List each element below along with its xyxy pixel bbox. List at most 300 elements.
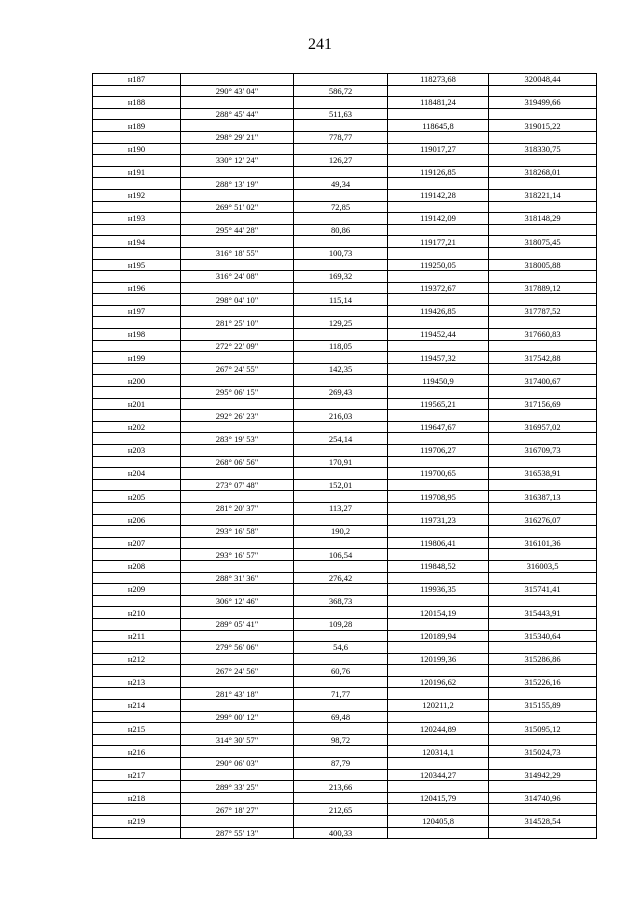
bearing-cell: 288° 45' 44" [181, 108, 294, 120]
distance-cell: 115,14 [294, 294, 388, 306]
coord-x-cell: 118481,24 [388, 97, 489, 109]
coord-y-cell: 315226,16 [489, 676, 597, 688]
segment-row [93, 827, 597, 839]
distance-cell: 80,86 [294, 224, 388, 236]
empty-cell [388, 711, 489, 723]
empty-cell [294, 468, 388, 480]
bearing-cell: 330° 12' 24" [181, 155, 294, 167]
distance-cell: 98,72 [294, 734, 388, 746]
point-name-cell: н197 [93, 305, 181, 317]
empty-cell [489, 131, 597, 143]
coord-y-cell: 317889,12 [489, 282, 597, 294]
empty-cell [388, 201, 489, 213]
bearing-cell: 295° 44' 28" [181, 224, 294, 236]
distance-cell: 113,27 [294, 502, 388, 514]
segment-row [93, 131, 597, 143]
empty-cell [489, 479, 597, 491]
empty-cell [294, 305, 388, 317]
empty-cell [294, 792, 388, 804]
empty-cell [93, 317, 181, 329]
coord-x-cell: 119372,67 [388, 282, 489, 294]
coord-x-cell: 120154,19 [388, 607, 489, 619]
empty-cell [181, 305, 294, 317]
coordinates-table [92, 73, 597, 839]
point-name-cell: н217 [93, 769, 181, 781]
point-row [93, 236, 597, 248]
segment-row [93, 549, 597, 561]
distance-cell: 368,73 [294, 595, 388, 607]
distance-cell: 69,48 [294, 711, 388, 723]
point-name-cell: н196 [93, 282, 181, 294]
empty-cell [93, 85, 181, 97]
bearing-cell: 316° 24' 08" [181, 271, 294, 283]
empty-cell [388, 363, 489, 375]
segment-row [93, 618, 597, 630]
point-row [93, 97, 597, 109]
empty-cell [181, 74, 294, 86]
point-row [93, 816, 597, 828]
empty-cell [489, 456, 597, 468]
point-name-cell: н200 [93, 375, 181, 387]
empty-cell [181, 421, 294, 433]
coord-x-cell: 119647,67 [388, 421, 489, 433]
empty-cell [93, 758, 181, 770]
empty-cell [93, 572, 181, 584]
empty-cell [181, 514, 294, 526]
bearing-cell: 272° 22' 09" [181, 340, 294, 352]
empty-cell [93, 642, 181, 654]
point-name-cell: н194 [93, 236, 181, 248]
bearing-cell: 268° 06' 56" [181, 456, 294, 468]
distance-cell: 400,33 [294, 827, 388, 839]
segment-row [93, 410, 597, 422]
empty-cell [181, 97, 294, 109]
segment-row [93, 317, 597, 329]
empty-cell [93, 665, 181, 677]
empty-cell [294, 491, 388, 503]
empty-cell [181, 769, 294, 781]
empty-cell [388, 410, 489, 422]
distance-cell: 276,42 [294, 572, 388, 584]
empty-cell [489, 618, 597, 630]
empty-cell [93, 108, 181, 120]
empty-cell [294, 120, 388, 132]
point-row [93, 189, 597, 201]
point-name-cell: н210 [93, 607, 181, 619]
empty-cell [181, 352, 294, 364]
empty-cell [489, 155, 597, 167]
empty-cell [294, 537, 388, 549]
empty-cell [93, 131, 181, 143]
coord-y-cell: 315095,12 [489, 723, 597, 735]
point-row [93, 74, 597, 86]
coord-x-cell: 120244,89 [388, 723, 489, 735]
coord-x-cell: 120189,94 [388, 630, 489, 642]
coord-x-cell: 119017,27 [388, 143, 489, 155]
point-name-cell: н208 [93, 560, 181, 572]
point-name-cell: н198 [93, 329, 181, 341]
coord-x-cell: 119848,52 [388, 560, 489, 572]
empty-cell [489, 85, 597, 97]
point-name-cell: н215 [93, 723, 181, 735]
distance-cell: 216,03 [294, 410, 388, 422]
empty-cell [388, 758, 489, 770]
segment-row [93, 479, 597, 491]
coord-y-cell: 314740,96 [489, 792, 597, 804]
coord-y-cell: 314528,54 [489, 816, 597, 828]
point-name-cell: н211 [93, 630, 181, 642]
bearing-cell: 298° 04' 10" [181, 294, 294, 306]
distance-cell: 511,63 [294, 108, 388, 120]
segment-row [93, 642, 597, 654]
empty-cell [388, 155, 489, 167]
empty-cell [93, 294, 181, 306]
segment-row [93, 804, 597, 816]
distance-cell: 586,72 [294, 85, 388, 97]
point-row [93, 676, 597, 688]
empty-cell [93, 479, 181, 491]
empty-cell [388, 618, 489, 630]
empty-cell [93, 178, 181, 190]
empty-cell [181, 676, 294, 688]
empty-cell [388, 479, 489, 491]
segment-row [93, 433, 597, 445]
distance-cell: 60,76 [294, 665, 388, 677]
point-name-cell: н188 [93, 97, 181, 109]
distance-cell: 152,01 [294, 479, 388, 491]
empty-cell [181, 398, 294, 410]
distance-cell: 190,2 [294, 526, 388, 538]
empty-cell [388, 781, 489, 793]
point-name-cell: н218 [93, 792, 181, 804]
empty-cell [93, 456, 181, 468]
empty-cell [388, 688, 489, 700]
empty-cell [294, 189, 388, 201]
empty-cell [388, 595, 489, 607]
empty-cell [388, 642, 489, 654]
empty-cell [388, 734, 489, 746]
point-row [93, 607, 597, 619]
point-name-cell: н212 [93, 653, 181, 665]
point-row [93, 213, 597, 225]
coord-x-cell: 120211,2 [388, 700, 489, 712]
empty-cell [181, 120, 294, 132]
segment-row [93, 572, 597, 584]
empty-cell [489, 549, 597, 561]
point-name-cell: н193 [93, 213, 181, 225]
empty-cell [294, 723, 388, 735]
empty-cell [294, 746, 388, 758]
point-row [93, 421, 597, 433]
point-name-cell: н203 [93, 445, 181, 457]
empty-cell [93, 781, 181, 793]
empty-cell [181, 723, 294, 735]
empty-cell [388, 294, 489, 306]
empty-cell [294, 560, 388, 572]
coord-y-cell: 316101,36 [489, 537, 597, 549]
bearing-cell: 290° 43' 04" [181, 85, 294, 97]
point-name-cell: н190 [93, 143, 181, 155]
empty-cell [489, 734, 597, 746]
empty-cell [294, 259, 388, 271]
empty-cell [489, 804, 597, 816]
coord-y-cell: 315741,41 [489, 584, 597, 596]
coord-y-cell: 317156,69 [489, 398, 597, 410]
empty-cell [93, 618, 181, 630]
point-name-cell: н209 [93, 584, 181, 596]
bearing-cell: 316° 18' 55" [181, 247, 294, 259]
bearing-cell: 267° 24' 55" [181, 363, 294, 375]
coord-y-cell: 318005,88 [489, 259, 597, 271]
empty-cell [93, 155, 181, 167]
empty-cell [294, 630, 388, 642]
point-name-cell: н195 [93, 259, 181, 271]
segment-row [93, 155, 597, 167]
point-row [93, 746, 597, 758]
empty-cell [181, 166, 294, 178]
distance-cell: 49,34 [294, 178, 388, 190]
empty-cell [181, 329, 294, 341]
segment-row [93, 85, 597, 97]
empty-cell [181, 445, 294, 457]
segment-row [93, 665, 597, 677]
segment-row [93, 734, 597, 746]
coord-y-cell: 315155,89 [489, 700, 597, 712]
point-row [93, 630, 597, 642]
empty-cell [388, 502, 489, 514]
coordinates-table-body [93, 74, 597, 839]
empty-cell [388, 456, 489, 468]
empty-cell [294, 282, 388, 294]
segment-row [93, 271, 597, 283]
empty-cell [93, 340, 181, 352]
bearing-cell: 281° 25' 10" [181, 317, 294, 329]
distance-cell: 71,77 [294, 688, 388, 700]
distance-cell: 72,85 [294, 201, 388, 213]
empty-cell [181, 700, 294, 712]
empty-cell [388, 433, 489, 445]
coord-x-cell: 119700,65 [388, 468, 489, 480]
empty-cell [489, 410, 597, 422]
bearing-cell: 279° 56' 06" [181, 642, 294, 654]
empty-cell [93, 549, 181, 561]
empty-cell [93, 526, 181, 538]
empty-cell [388, 131, 489, 143]
empty-cell [93, 502, 181, 514]
distance-cell: 142,35 [294, 363, 388, 375]
coord-y-cell: 315286,86 [489, 653, 597, 665]
coord-y-cell: 316003,5 [489, 560, 597, 572]
coord-x-cell: 119706,27 [388, 445, 489, 457]
coord-y-cell: 318075,45 [489, 236, 597, 248]
point-name-cell: н187 [93, 74, 181, 86]
empty-cell [181, 259, 294, 271]
coord-y-cell: 316709,73 [489, 445, 597, 457]
point-name-cell: н202 [93, 421, 181, 433]
point-name-cell: н214 [93, 700, 181, 712]
point-row [93, 329, 597, 341]
empty-cell [294, 166, 388, 178]
segment-row [93, 363, 597, 375]
distance-cell: 118,05 [294, 340, 388, 352]
coord-x-cell: 119177,21 [388, 236, 489, 248]
empty-cell [489, 711, 597, 723]
empty-cell [294, 97, 388, 109]
distance-cell: 269,43 [294, 387, 388, 399]
empty-cell [294, 700, 388, 712]
bearing-cell: 283° 19' 53" [181, 433, 294, 445]
coord-y-cell: 317400,67 [489, 375, 597, 387]
point-row [93, 584, 597, 596]
empty-cell [489, 502, 597, 514]
empty-cell [489, 363, 597, 375]
empty-cell [489, 688, 597, 700]
distance-cell: 100,73 [294, 247, 388, 259]
empty-cell [489, 387, 597, 399]
bearing-cell: 267° 18' 27" [181, 804, 294, 816]
empty-cell [388, 340, 489, 352]
point-name-cell: н213 [93, 676, 181, 688]
coord-x-cell: 119142,28 [388, 189, 489, 201]
empty-cell [181, 560, 294, 572]
coord-x-cell: 119731,23 [388, 514, 489, 526]
distance-cell: 109,28 [294, 618, 388, 630]
coord-y-cell: 316276,07 [489, 514, 597, 526]
empty-cell [294, 213, 388, 225]
empty-cell [294, 514, 388, 526]
empty-cell [294, 236, 388, 248]
empty-cell [489, 781, 597, 793]
empty-cell [93, 387, 181, 399]
empty-cell [181, 282, 294, 294]
empty-cell [489, 642, 597, 654]
empty-cell [181, 537, 294, 549]
coord-x-cell: 118645,8 [388, 120, 489, 132]
empty-cell [489, 433, 597, 445]
point-row [93, 491, 597, 503]
empty-cell [93, 595, 181, 607]
bearing-cell: 273° 07' 48" [181, 479, 294, 491]
distance-cell: 254,14 [294, 433, 388, 445]
empty-cell [181, 653, 294, 665]
coord-y-cell: 319015,22 [489, 120, 597, 132]
segment-row [93, 502, 597, 514]
coord-x-cell: 119450,9 [388, 375, 489, 387]
empty-cell [181, 468, 294, 480]
segment-row [93, 456, 597, 468]
point-row [93, 375, 597, 387]
bearing-cell: 314° 30' 57" [181, 734, 294, 746]
empty-cell [489, 665, 597, 677]
empty-cell [388, 526, 489, 538]
empty-cell [294, 421, 388, 433]
coord-x-cell: 119936,35 [388, 584, 489, 596]
distance-cell: 129,25 [294, 317, 388, 329]
point-row [93, 468, 597, 480]
bearing-cell: 288° 31' 36" [181, 572, 294, 584]
point-name-cell: н189 [93, 120, 181, 132]
empty-cell [181, 584, 294, 596]
point-row [93, 653, 597, 665]
segment-row [93, 340, 597, 352]
empty-cell [388, 247, 489, 259]
empty-cell [294, 653, 388, 665]
empty-cell [181, 236, 294, 248]
coord-y-cell: 315443,91 [489, 607, 597, 619]
coord-x-cell: 120415,79 [388, 792, 489, 804]
segment-row [93, 178, 597, 190]
point-row [93, 259, 597, 271]
coord-x-cell: 119806,41 [388, 537, 489, 549]
coord-y-cell: 318268,01 [489, 166, 597, 178]
empty-cell [489, 827, 597, 839]
empty-cell [489, 224, 597, 236]
point-row [93, 352, 597, 364]
empty-cell [181, 189, 294, 201]
coord-x-cell: 119426,85 [388, 305, 489, 317]
empty-cell [388, 178, 489, 190]
empty-cell [181, 491, 294, 503]
empty-cell [294, 816, 388, 828]
point-name-cell: н191 [93, 166, 181, 178]
point-row [93, 514, 597, 526]
empty-cell [181, 375, 294, 387]
coord-x-cell: 119565,21 [388, 398, 489, 410]
empty-cell [93, 734, 181, 746]
bearing-cell: 281° 20' 37" [181, 502, 294, 514]
point-name-cell: н204 [93, 468, 181, 480]
empty-cell [181, 746, 294, 758]
empty-cell [181, 143, 294, 155]
empty-cell [388, 827, 489, 839]
point-name-cell: н192 [93, 189, 181, 201]
empty-cell [181, 607, 294, 619]
segment-row [93, 224, 597, 236]
empty-cell [181, 816, 294, 828]
point-row [93, 723, 597, 735]
coord-y-cell: 318221,14 [489, 189, 597, 201]
coord-x-cell: 119142,09 [388, 213, 489, 225]
empty-cell [388, 85, 489, 97]
coord-y-cell: 319499,66 [489, 97, 597, 109]
point-name-cell: н216 [93, 746, 181, 758]
segment-row [93, 758, 597, 770]
point-row [93, 537, 597, 549]
coord-y-cell: 318330,75 [489, 143, 597, 155]
coord-x-cell: 120199,36 [388, 653, 489, 665]
empty-cell [93, 827, 181, 839]
point-name-cell: н207 [93, 537, 181, 549]
coord-x-cell: 119452,44 [388, 329, 489, 341]
empty-cell [489, 178, 597, 190]
empty-cell [388, 317, 489, 329]
empty-cell [93, 201, 181, 213]
empty-cell [294, 676, 388, 688]
bearing-cell: 290° 06' 03" [181, 758, 294, 770]
empty-cell [93, 363, 181, 375]
empty-cell [489, 572, 597, 584]
empty-cell [93, 271, 181, 283]
empty-cell [489, 340, 597, 352]
empty-cell [93, 688, 181, 700]
segment-row [93, 387, 597, 399]
distance-cell: 213,66 [294, 781, 388, 793]
empty-cell [294, 607, 388, 619]
empty-cell [294, 584, 388, 596]
empty-cell [489, 201, 597, 213]
empty-cell [294, 769, 388, 781]
segment-row [93, 294, 597, 306]
